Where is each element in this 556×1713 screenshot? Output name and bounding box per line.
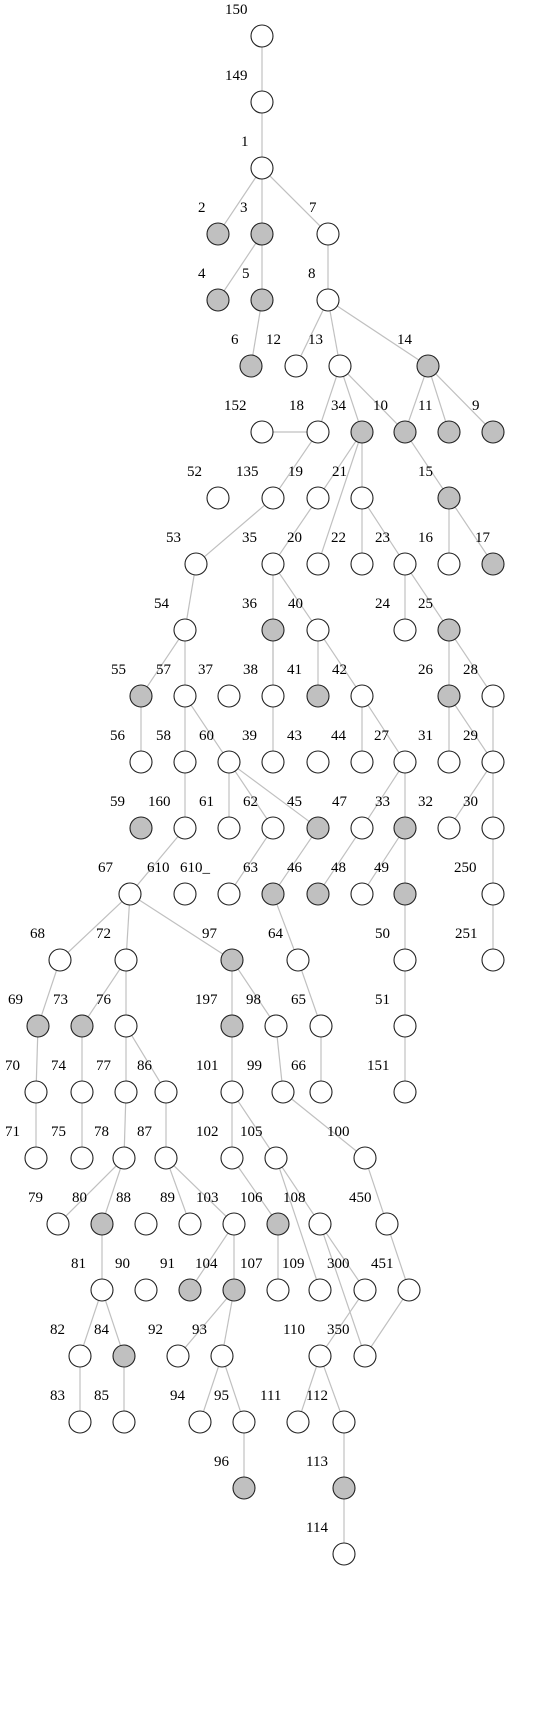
- node-label-2: 2: [198, 200, 206, 216]
- node-label-85: 85: [94, 1388, 109, 1404]
- node-label-27: 27: [374, 728, 389, 744]
- edge-14-11: [431, 376, 445, 421]
- node-label-105: 105: [240, 1124, 263, 1140]
- node-64: [287, 949, 309, 971]
- node-94: [189, 1411, 211, 1433]
- node-72: [115, 949, 137, 971]
- node-label-251: 251: [455, 926, 478, 942]
- edge-8-13: [330, 311, 338, 355]
- node-label-20: 20: [287, 530, 302, 546]
- node-24: [394, 619, 416, 641]
- edge-69-70: [36, 1037, 37, 1081]
- node-55: [130, 685, 152, 707]
- node-label-21: 21: [332, 464, 347, 480]
- node-15: [438, 487, 460, 509]
- node-label-99: 99: [247, 1058, 262, 1074]
- node-106: [267, 1213, 289, 1235]
- node-39: [262, 751, 284, 773]
- node-67: [119, 883, 141, 905]
- node-label-98: 98: [246, 992, 261, 1008]
- node-18: [307, 421, 329, 443]
- node-label-54: 54: [154, 596, 169, 612]
- node-98: [265, 1015, 287, 1037]
- node-6: [240, 355, 262, 377]
- node-label-49: 49: [374, 860, 389, 876]
- node-label-93: 93: [192, 1322, 207, 1338]
- edge-77-78: [124, 1103, 125, 1147]
- node-label-149: 149: [225, 68, 248, 84]
- node-83: [69, 1411, 91, 1433]
- node-22: [351, 553, 373, 575]
- node-label-160: 160: [148, 794, 171, 810]
- node-91: [179, 1279, 201, 1301]
- node-label-16: 16: [418, 530, 433, 546]
- node-label-33: 33: [375, 794, 390, 810]
- node-label-88: 88: [116, 1190, 131, 1206]
- node-82: [69, 1345, 91, 1367]
- edge-53-54: [187, 575, 194, 619]
- node-label-135: 135: [236, 464, 259, 480]
- node-78: [113, 1147, 135, 1169]
- node-4: [207, 289, 229, 311]
- node-label-7: 7: [309, 200, 317, 216]
- node-102: [221, 1147, 243, 1169]
- node-47: [351, 817, 373, 839]
- node-label-300: 300: [327, 1256, 350, 1272]
- node-27: [394, 751, 416, 773]
- node-label-40: 40: [288, 596, 303, 612]
- node-61: [218, 817, 240, 839]
- node-label-30: 30: [463, 794, 478, 810]
- node-label-79: 79: [28, 1190, 43, 1206]
- node-74: [71, 1081, 93, 1103]
- node-17: [482, 553, 504, 575]
- node-48: [351, 883, 373, 905]
- node-1: [251, 157, 273, 179]
- node-label-5: 5: [242, 266, 250, 282]
- node-12: [285, 355, 307, 377]
- node-label-38: 38: [243, 662, 258, 678]
- node-label-65: 65: [291, 992, 306, 1008]
- node-label-47: 47: [332, 794, 347, 810]
- node-label-22: 22: [331, 530, 346, 546]
- node-label-101: 101: [196, 1058, 219, 1074]
- node-label-51: 51: [375, 992, 390, 1008]
- node-62: [262, 817, 284, 839]
- node-87: [155, 1147, 177, 1169]
- node-label-13: 13: [308, 332, 323, 348]
- node-label-17: 17: [475, 530, 490, 546]
- node-label-11: 11: [418, 398, 433, 414]
- node-45: [307, 817, 329, 839]
- node-label-6: 6: [231, 332, 239, 348]
- node-label-63: 63: [243, 860, 258, 876]
- node-label-74: 74: [51, 1058, 66, 1074]
- node-label-80: 80: [72, 1190, 87, 1206]
- node-34: [351, 421, 373, 443]
- node-29: [482, 751, 504, 773]
- node-35: [262, 553, 284, 575]
- node-label-108: 108: [283, 1190, 306, 1206]
- node-label-1: 1: [241, 134, 249, 150]
- node-label-66: 66: [291, 1058, 306, 1074]
- node-95: [233, 1411, 255, 1433]
- node-label-97: 97: [202, 926, 217, 942]
- node-label-62: 62: [243, 794, 258, 810]
- node-label-113: 113: [306, 1454, 328, 1470]
- node-53: [185, 553, 207, 575]
- node-135: [262, 487, 284, 509]
- edge-5-6: [253, 311, 260, 355]
- node-31: [438, 751, 460, 773]
- edge-3-4: [224, 243, 256, 291]
- node-28: [482, 685, 504, 707]
- node-5: [251, 289, 273, 311]
- node-label-42: 42: [332, 662, 347, 678]
- node-26: [438, 685, 460, 707]
- node-label-32: 32: [418, 794, 433, 810]
- node-label-29: 29: [463, 728, 478, 744]
- node-label-61: 61: [199, 794, 214, 810]
- node-label-56: 56: [110, 728, 125, 744]
- node-2: [207, 223, 229, 245]
- node-label-75: 75: [51, 1124, 66, 1140]
- node-label-26: 26: [418, 662, 433, 678]
- node-149: [251, 91, 273, 113]
- node-93: [211, 1345, 233, 1367]
- node-label-25: 25: [418, 596, 433, 612]
- node-71: [25, 1147, 47, 1169]
- node-label-45: 45: [287, 794, 302, 810]
- node-151: [394, 1081, 416, 1103]
- node-32: [438, 817, 460, 839]
- node-label-52: 52: [187, 464, 202, 480]
- node-label-55: 55: [111, 662, 126, 678]
- node-label-451: 451: [371, 1256, 394, 1272]
- node-label-350: 350: [327, 1322, 350, 1338]
- node-label-89: 89: [160, 1190, 175, 1206]
- node-label-18: 18: [289, 398, 304, 414]
- node-152: [251, 421, 273, 443]
- node-58: [174, 751, 196, 773]
- node-56: [130, 751, 152, 773]
- node-97: [221, 949, 243, 971]
- node-81: [91, 1279, 113, 1301]
- node-88: [135, 1213, 157, 1235]
- node-350: [354, 1345, 376, 1367]
- node-label-610_: 610_: [180, 860, 210, 876]
- node-42: [351, 685, 373, 707]
- node-96: [233, 1477, 255, 1499]
- node-112: [333, 1411, 355, 1433]
- node-90: [135, 1279, 157, 1301]
- node-3: [251, 223, 273, 245]
- node-300: [354, 1279, 376, 1301]
- node-43: [307, 751, 329, 773]
- node-84: [113, 1345, 135, 1367]
- node-108: [309, 1213, 331, 1235]
- node-40: [307, 619, 329, 641]
- node-label-34: 34: [331, 398, 346, 414]
- node-85: [113, 1411, 135, 1433]
- node-14: [417, 355, 439, 377]
- node-label-53: 53: [166, 530, 181, 546]
- node-label-94: 94: [170, 1388, 185, 1404]
- node-label-69: 69: [8, 992, 23, 1008]
- node-label-59: 59: [110, 794, 125, 810]
- node-160: [174, 817, 196, 839]
- node-65: [310, 1015, 332, 1037]
- node-label-103: 103: [196, 1190, 219, 1206]
- node-label-81: 81: [71, 1256, 86, 1272]
- node-9: [482, 421, 504, 443]
- edge-350-451: [371, 1299, 403, 1347]
- node-57: [174, 685, 196, 707]
- node-label-58: 58: [156, 728, 171, 744]
- node-38: [262, 685, 284, 707]
- node-label-76: 76: [96, 992, 111, 1008]
- node-111: [287, 1411, 309, 1433]
- node-114: [333, 1543, 355, 1565]
- node-251: [482, 949, 504, 971]
- node-8: [317, 289, 339, 311]
- node-label-112: 112: [306, 1388, 328, 1404]
- node-66: [310, 1081, 332, 1103]
- node-610_: [218, 883, 240, 905]
- node-label-150: 150: [225, 2, 248, 18]
- node-label-78: 78: [94, 1124, 109, 1140]
- node-label-50: 50: [375, 926, 390, 942]
- node-label-86: 86: [137, 1058, 152, 1074]
- node-label-96: 96: [214, 1454, 229, 1470]
- node-label-100: 100: [327, 1124, 350, 1140]
- node-54: [174, 619, 196, 641]
- node-label-151: 151: [367, 1058, 390, 1074]
- node-label-152: 152: [224, 398, 247, 414]
- node-label-104: 104: [195, 1256, 218, 1272]
- node-451: [398, 1279, 420, 1301]
- node-450: [376, 1213, 398, 1235]
- node-25: [438, 619, 460, 641]
- node-7: [317, 223, 339, 245]
- node-label-24: 24: [375, 596, 390, 612]
- node-label-4: 4: [198, 266, 206, 282]
- node-label-15: 15: [418, 464, 433, 480]
- node-104: [223, 1279, 245, 1301]
- node-73: [71, 1015, 93, 1037]
- node-21: [351, 487, 373, 509]
- node-63: [262, 883, 284, 905]
- edge-67-68: [68, 902, 122, 953]
- node-label-250: 250: [454, 860, 477, 876]
- node-label-83: 83: [50, 1388, 65, 1404]
- node-16: [438, 553, 460, 575]
- node-86: [155, 1081, 177, 1103]
- node-label-110: 110: [283, 1322, 305, 1338]
- node-44: [351, 751, 373, 773]
- node-label-14: 14: [397, 332, 412, 348]
- node-10: [394, 421, 416, 443]
- node-label-35: 35: [242, 530, 257, 546]
- node-label-12: 12: [266, 332, 281, 348]
- node-label-37: 37: [198, 662, 213, 678]
- node-label-450: 450: [349, 1190, 372, 1206]
- node-30: [482, 817, 504, 839]
- node-110: [309, 1345, 331, 1367]
- node-50: [394, 949, 416, 971]
- node-75: [71, 1147, 93, 1169]
- node-100: [354, 1147, 376, 1169]
- node-103: [223, 1213, 245, 1235]
- node-150: [251, 25, 273, 47]
- node-label-60: 60: [199, 728, 214, 744]
- node-89: [179, 1213, 201, 1235]
- node-52: [207, 487, 229, 509]
- node-80: [91, 1213, 113, 1235]
- node-label-107: 107: [240, 1256, 263, 1272]
- node-109: [309, 1279, 331, 1301]
- node-label-102: 102: [196, 1124, 219, 1140]
- node-label-43: 43: [287, 728, 302, 744]
- node-label-19: 19: [288, 464, 303, 480]
- node-label-9: 9: [472, 398, 480, 414]
- node-label-57: 57: [156, 662, 171, 678]
- node-label-106: 106: [240, 1190, 263, 1206]
- node-68: [49, 949, 71, 971]
- node-69: [27, 1015, 49, 1037]
- node-37: [218, 685, 240, 707]
- edge-98-99: [277, 1037, 282, 1081]
- node-label-92: 92: [148, 1322, 163, 1338]
- node-label-109: 109: [282, 1256, 305, 1272]
- node-105: [265, 1147, 287, 1169]
- node-label-23: 23: [375, 530, 390, 546]
- node-79: [47, 1213, 69, 1235]
- node-41: [307, 685, 329, 707]
- node-49: [394, 883, 416, 905]
- node-70: [25, 1081, 47, 1103]
- node-label-48: 48: [331, 860, 346, 876]
- node-46: [307, 883, 329, 905]
- node-99: [272, 1081, 294, 1103]
- node-label-73: 73: [53, 992, 68, 1008]
- node-label-44: 44: [331, 728, 346, 744]
- node-label-46: 46: [287, 860, 302, 876]
- node-610: [174, 883, 196, 905]
- node-label-72: 72: [96, 926, 111, 942]
- node-label-68: 68: [30, 926, 45, 942]
- node-label-10: 10: [373, 398, 388, 414]
- node-label-3: 3: [240, 200, 248, 216]
- edge-67-72: [127, 905, 130, 949]
- node-label-90: 90: [115, 1256, 130, 1272]
- node-101: [221, 1081, 243, 1103]
- node-label-77: 77: [96, 1058, 111, 1074]
- node-label-67: 67: [98, 860, 113, 876]
- node-label-36: 36: [242, 596, 257, 612]
- node-13: [329, 355, 351, 377]
- node-label-82: 82: [50, 1322, 65, 1338]
- node-51: [394, 1015, 416, 1037]
- node-107: [267, 1279, 289, 1301]
- node-19: [307, 487, 329, 509]
- node-label-8: 8: [308, 266, 316, 282]
- node-label-41: 41: [287, 662, 302, 678]
- node-label-28: 28: [463, 662, 478, 678]
- node-label-197: 197: [195, 992, 218, 1008]
- node-label-71: 71: [5, 1124, 20, 1140]
- node-label-31: 31: [418, 728, 433, 744]
- node-11: [438, 421, 460, 443]
- edge-104-93: [224, 1301, 232, 1345]
- node-label-111: 111: [260, 1388, 282, 1404]
- node-36: [262, 619, 284, 641]
- node-76: [115, 1015, 137, 1037]
- node-label-114: 114: [306, 1520, 328, 1536]
- node-60: [218, 751, 240, 773]
- node-33: [394, 817, 416, 839]
- node-250: [482, 883, 504, 905]
- nodes: [5, 2, 504, 1565]
- node-77: [115, 1081, 137, 1103]
- node-label-84: 84: [94, 1322, 109, 1338]
- node-92: [167, 1345, 189, 1367]
- node-label-87: 87: [137, 1124, 152, 1140]
- node-59: [130, 817, 152, 839]
- node-label-39: 39: [242, 728, 257, 744]
- node-23: [394, 553, 416, 575]
- node-20: [307, 553, 329, 575]
- node-197: [221, 1015, 243, 1037]
- node-label-64: 64: [268, 926, 283, 942]
- node-113: [333, 1477, 355, 1499]
- node-label-610: 610: [147, 860, 170, 876]
- node-label-95: 95: [214, 1388, 229, 1404]
- node-label-91: 91: [160, 1256, 175, 1272]
- node-label-70: 70: [5, 1058, 20, 1074]
